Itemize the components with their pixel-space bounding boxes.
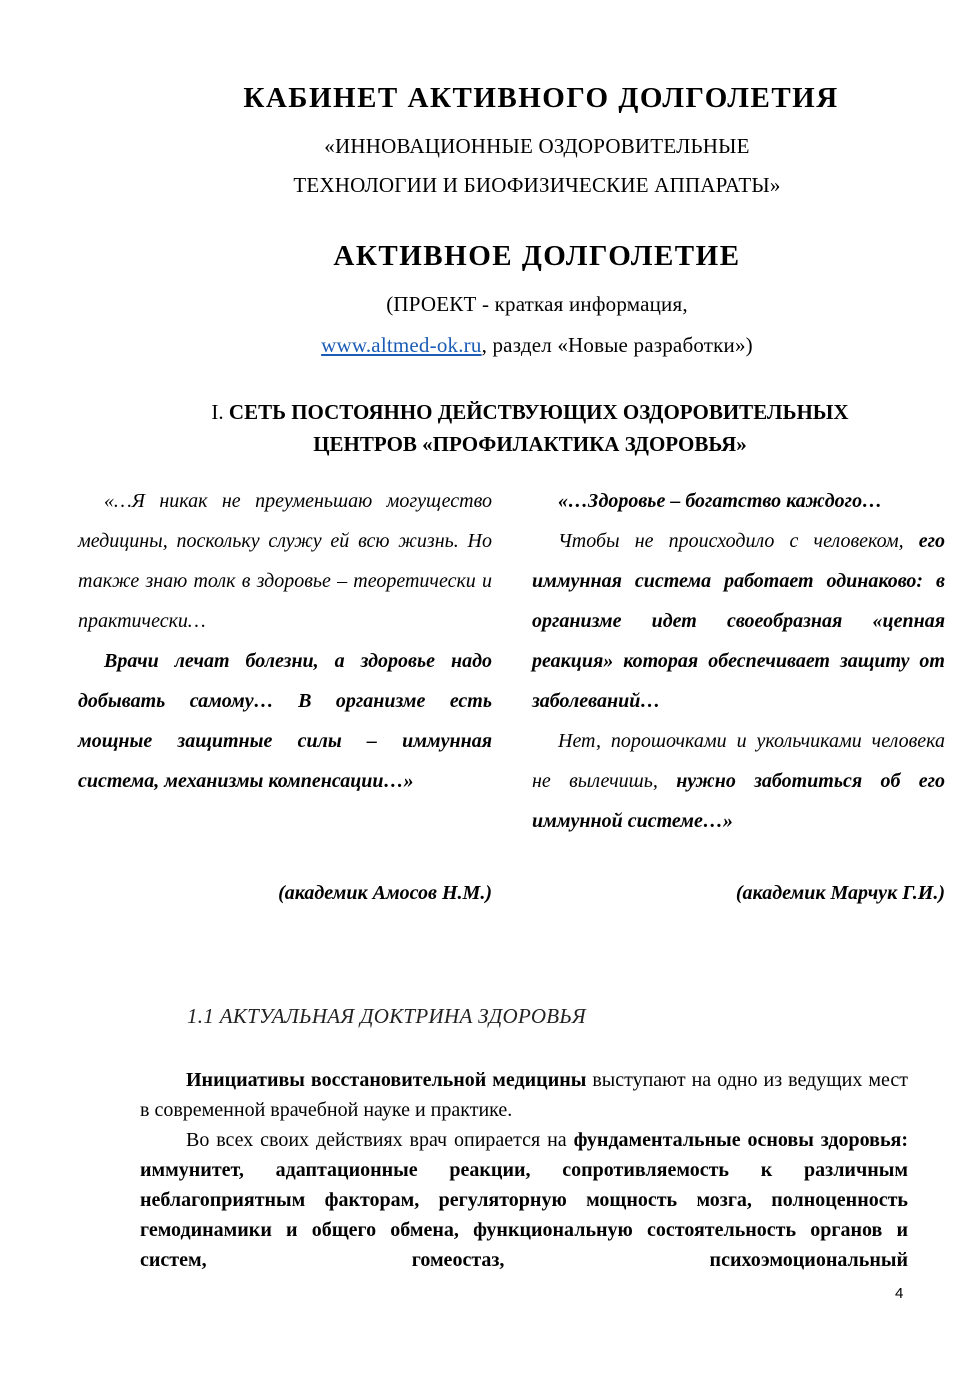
quote-right-paragraph-2-plain: Чтобы не происходило с человеком, bbox=[558, 530, 919, 552]
subsection-paragraph-2 bbox=[140, 1125, 908, 1275]
section-1-numeral: I. bbox=[211, 400, 224, 424]
quote-left-author: (академик Амосов Н.М.) bbox=[278, 882, 492, 904]
subsection-paragraph-1-bold: Инициативы восстановительной медицины bbox=[186, 1069, 587, 1091]
quote-right-paragraph-1: «…Здоровье – богатство каждого… bbox=[558, 490, 883, 512]
site-link[interactable]: www.altmed-ok.ru bbox=[321, 333, 482, 357]
subsection-paragraph-1 bbox=[140, 1065, 908, 1125]
page-number: 4 bbox=[895, 1285, 904, 1302]
quote-left-paragraph-1: «…Я никак не преуменьшаю могущество медицины, поскольку служу ей всю жизнь. Но также знаю толк в здоровье – теоретически и практически… bbox=[78, 490, 492, 632]
quote-right-paragraph-2 bbox=[532, 521, 945, 721]
quote-right-paragraph-3 bbox=[532, 721, 945, 841]
quote-right-paragraph-3-plain: Нет, порошочками и укольчиками человека не вылечишь, bbox=[532, 730, 945, 792]
quote-left-paragraph-2: Врачи лечат болезни, а здоровье надо добывать самому… В организме есть мощные защитные силы – иммунная система, механизмы компенсации…» bbox=[78, 650, 492, 792]
quote-right-author: (академик Марчук Г.И.) bbox=[735, 882, 945, 904]
subsection-paragraph-2-plain: Во всех своих действиях врач опирается на bbox=[186, 1129, 574, 1151]
quote-left bbox=[78, 481, 492, 801]
section-1-title bbox=[0, 396, 978, 460]
project-info-line-2 bbox=[48, 333, 978, 358]
quote-right-paragraph-2-bold: его иммунная система работает одинаково: в организме идет своеобразная «цепная реакция» которая обеспечивает защиту от заболеваний… bbox=[532, 530, 945, 712]
quote-right bbox=[532, 481, 945, 841]
subsection-paragraph-1-rest: выступают на одно из ведущих мест в современной врачебной науке и практике. bbox=[140, 1069, 908, 1121]
project-title: АКТИВНОЕ ДОЛГОЛЕТИЕ bbox=[333, 240, 741, 272]
subsection-title: 1.1 АКТУАЛЬНАЯ ДОКТРИНА ЗДОРОВЬЯ bbox=[187, 1004, 586, 1028]
subsection-body bbox=[140, 1065, 908, 1275]
page-title: КАБИНЕТ АКТИВНОГО ДОЛГОЛЕТИЯ bbox=[243, 82, 839, 114]
section-1-title-line-1: СЕТЬ ПОСТОЯННО ДЕЙСТВУЮЩИХ ОЗДОРОВИТЕЛЬНЫХ bbox=[228, 400, 849, 424]
subsection-paragraph-2-bold: фундаментальные основы здоровья: иммунитет, адаптационные реакции, сопротивляемость к различным неблагоприятным факторам, регуляторную мощность мозга, полноценность гемодинамики и общего обмена, функциональную состоятельность органов и систем, гомеостаз, психоэмоциональный bbox=[140, 1129, 908, 1271]
quote-right-paragraph-3-bold: нужно заботиться об его иммунной системе…» bbox=[532, 770, 945, 832]
project-info-line-2-rest: , раздел «Новые разработки») bbox=[481, 333, 753, 357]
project-info-line-1: (ПРОЕКТ - краткая информация, bbox=[386, 292, 688, 316]
subtitle-line-1: «ИННОВАЦИОННЫЕ ОЗДОРОВИТЕЛЬНЫЕ bbox=[324, 134, 750, 158]
subtitle-line-2: ТЕХНОЛОГИИ И БИОФИЗИЧЕСКИЕ АППАРАТЫ» bbox=[293, 173, 781, 197]
section-1-title-line-2: ЦЕНТРОВ «ПРОФИЛАКТИКА ЗДОРОВЬЯ» bbox=[313, 432, 747, 456]
